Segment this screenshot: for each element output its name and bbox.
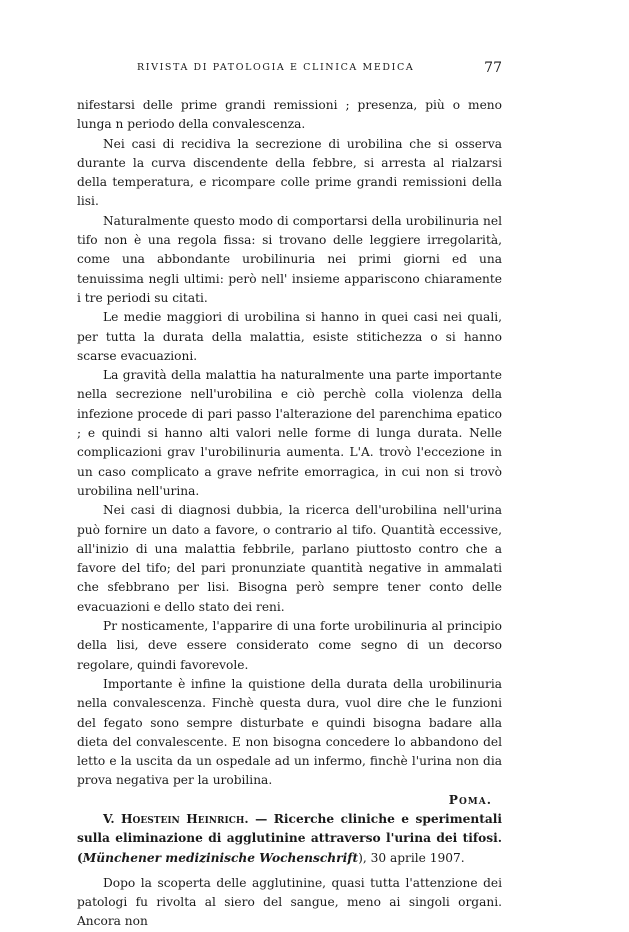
paragraph: nifestarsi delle prime grandi remissioni ; presenza, più o meno lunga n periodo della convalescenza. <box>77 98 502 132</box>
paragraph: Nei casi di recidiva la secrezione di urobilina che si osserva durante la curva discendente della febbre, si arresta al rialzarsi della temperatura, e ricompare colle prime grandi remissioni della lisi. <box>77 136 502 209</box>
signature: Poma. <box>448 792 492 807</box>
paragraph: La gravità della malattia ha naturalmente una parte importante nella secrezione nell'urobilina e ciò perchè colla violenza della infezione procede di pari passo l'alterazione del parenchima epatico ; e quindi si hanno alti valori nelle forme di lunga durata. Nelle complicazioni grav l'urobilinuria aumenta. L'A. trovò l'eccezione in un caso complicato a grave nefrite emorragica, in cui non si trovò urobilina nell'urina. <box>77 368 502 498</box>
paragraph: Le medie maggiori di urobilina si hanno in quei casi nei quali, per tutta la durata della malattia, esiste stitichezza o si hanno scarse evacuazioni. <box>77 310 502 363</box>
review-date: ), 30 aprile 1907. <box>358 850 465 865</box>
page-header <box>77 60 502 80</box>
running-title: RIVISTA DI PATOLOGIA E CLINICA MEDICA <box>137 62 415 73</box>
review-title: — Ricerche cliniche e sperimentali sulla eliminazione di agglutinine attraverso l'urina dei tifosi. ( <box>77 811 502 865</box>
paragraph: Dopo la scoperta delle agglutinine, quasi tutta l'attenzione dei patologi fu rivolta al siero del sangue, meno ai singoli organi. Ancora non <box>77 875 502 929</box>
paragraph: Importante è infine la quistione della durata della urobilinuria nella convalescenza. Finchè questa dura, vuol dire che le funzioni del fegato sono sempre disturbate e quindi bisogna badare alla dieta del convalescente. E non bisogna concedere lo abbandono del letto e la uscita da un ospedale ad un infermo, finchè l'urina non dia prova negativa per la urobilina. <box>77 676 502 788</box>
paragraph: Naturalmente questo modo di comportarsi della urobilinuria nel tifo non è una regola fissa: si trovano delle leggiere irregolarità, come una abbondante urobilinuria nei primi giorni ed una tenuissima negli ultimi: però nell' insieme appariscono chiaramente i tre periodi su citati. <box>77 213 502 305</box>
paragraph: Nei casi di diagnosi dubbia, la ricerca dell'urobilina nell'urina può fornire un dato a favore, o contrario al tifo. Quantità eccessive, all'inizio di una malattia febbrile, parlano piuttosto contro che a favore del tifo; del pari pronunziate quantità negative in ammalati che sfebbrano per lisi. Bisogna però sempre tener conto delle evacuazioni e dello stato dei reni. <box>77 503 502 614</box>
review-journal: Münchener medizinische Wochenschrift <box>82 850 359 865</box>
review-author: Hoestein Heinrich. <box>121 811 249 826</box>
signature-line <box>77 791 502 810</box>
review-heading <box>77 810 502 868</box>
page-number: 77 <box>484 60 502 76</box>
article-body <box>77 96 502 932</box>
review-number: V. <box>103 811 115 826</box>
paragraph: Pr nosticamente, l'apparire di una forte urobilinuria al principio della lisi, deve essere considerato come segno di un decorso regolare, quindi favorevole. <box>77 619 502 672</box>
